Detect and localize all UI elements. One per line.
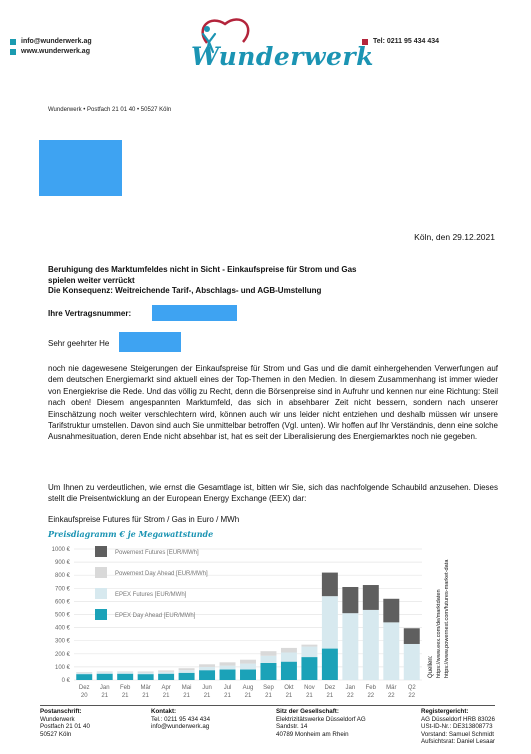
bar-segment (220, 670, 236, 680)
sender-line: Wunderwerk • Postfach 21 01 40 • 50527 Köln (48, 107, 172, 113)
bar-segment (404, 628, 420, 644)
x-tick-label: 21 (285, 693, 293, 699)
chart-y-ticks (52, 547, 71, 684)
footer-divider (40, 705, 495, 706)
footer-seat-line: 40789 Monheim am Rhein (276, 730, 349, 738)
footer-register-line: Aufsichtsrat: Daniel Lesaar (421, 738, 495, 746)
y-tick-label: 1000 € (51, 547, 70, 553)
footer-postal-line: Wunderwerk (40, 715, 75, 723)
bar-segment (322, 573, 338, 597)
bar-segment (76, 672, 92, 673)
footer-col-seat (276, 708, 366, 738)
bar-segment (117, 671, 133, 672)
bar-segment (117, 672, 133, 674)
x-tick-label: Apr (161, 685, 171, 691)
chart-x-ticks (79, 685, 417, 699)
x-tick-label: Jan (345, 685, 356, 691)
x-tick-label: Mai (181, 685, 192, 691)
legend-label: Powernext Day Ahead [EUR/MWh] (115, 571, 208, 577)
footer-register-line: AG Düsseldorf HRB 83026 (421, 715, 495, 723)
x-tick-label: Jul (223, 685, 232, 691)
bar-segment (260, 663, 276, 680)
email-bullet (10, 39, 16, 45)
x-tick-label: 21 (142, 693, 149, 699)
bar-segment (138, 674, 154, 680)
bar-segment (97, 672, 113, 674)
chart-bars (76, 573, 419, 680)
x-tick-label: 20 (80, 693, 88, 699)
footer-seat-line: Elektrizitätswerke Düsseldorf AG (276, 715, 366, 723)
bar-segment (158, 674, 174, 680)
price-chart (40, 540, 455, 700)
bar-segment (220, 666, 236, 670)
bar-segment (138, 671, 154, 672)
legend-label: Powernext Futures [EUR/MWh] (115, 550, 199, 556)
bar-segment (260, 656, 276, 663)
x-tick-label: Sep (263, 685, 274, 691)
y-tick-label: 300 € (54, 638, 70, 645)
x-tick-label: Feb (365, 685, 376, 691)
x-tick-label: Dez (78, 685, 90, 691)
header-email-text: info@wunderwerk.ag (21, 38, 92, 45)
bar-segment (383, 622, 399, 680)
footer-contact-email[interactable]: info@wunderwerk.ag (151, 723, 210, 731)
bar-segment (342, 613, 358, 680)
bar-segment (342, 587, 358, 613)
bar-segment (383, 599, 399, 623)
website-bullet (10, 49, 16, 55)
body-paragraph-1: noch nie dagewesene Steigerungen der Einkaufspreise für Strom und Gas und die damit einhergehenden Verwerfungen auf dem deutschen Energiemarkt sind aktuell eines der Top-Themen in den Medien. In diesem Zusammenhang ist immer wieder von Energiekrise die Rede. Und das völlig zu Recht, denn die Börsenpreise sind in Aufruhr und kennen nur eine Richtung: Steil nach oben! Diesem angespannten Marktumfeld, das sich in absehbarer Zeit nicht bessern, sondern nach unserer Einschätzung noch weiter verschlechtern wird, können auch wir uns leider nicht entziehen und deshalb müssen wir unsere Tarifstruktur umstellen. Davon sind auch Sie unmittelbar betroffen (Vgl. unten). Wir hoffen auf Ihr Verständnis, denn eine solche Ausnahmesituation, deren Ende nicht absehbar ist, hat es seit der Liberalisierung des Energiemarktes noch nie gegeben. (48, 364, 498, 442)
y-tick-label: 500 € (54, 612, 70, 619)
bar-segment (260, 651, 276, 656)
footer-col-postal (40, 708, 90, 738)
bar-segment (76, 673, 92, 674)
x-tick-label: Q2 (407, 685, 416, 691)
bar-segment (363, 585, 379, 610)
chart-legend (95, 546, 208, 620)
bar-segment (158, 672, 174, 674)
bar-segment (240, 660, 256, 664)
bar-segment (158, 670, 174, 671)
legend-swatch (95, 567, 107, 578)
bar-segment (199, 670, 215, 680)
footer-col-contact (151, 708, 210, 731)
header-website[interactable] (10, 48, 90, 55)
footer-col-register (421, 708, 495, 746)
bar-segment (97, 674, 113, 680)
y-tick-label: 0 € (61, 678, 70, 684)
logo-text: Wunderwerk (191, 42, 374, 71)
x-tick-label: 21 (244, 693, 252, 699)
y-tick-label: 800 € (54, 573, 70, 580)
bar-segment (220, 662, 236, 665)
bar-segment (199, 667, 215, 670)
y-tick-label: 400 € (54, 625, 70, 632)
x-tick-label: 21 (306, 693, 313, 699)
bar-segment (301, 645, 317, 647)
x-tick-label: 22 (408, 693, 416, 699)
bar-segment (322, 649, 338, 680)
header-website-text: www.wunderwerk.ag (21, 48, 90, 55)
bar-segment (76, 674, 92, 680)
footer-postal-line: 50527 Köln (40, 730, 72, 738)
footer-register-line: USt-ID-Nr.: DE313808773 (421, 723, 493, 731)
x-tick-label: Mär (386, 685, 397, 691)
subject-block (48, 265, 488, 297)
footer-contact-title: Kontakt: (151, 708, 177, 715)
recipient-address-redaction (39, 140, 122, 196)
x-tick-label: 22 (347, 693, 354, 699)
salutation: Sehr geehrter He (48, 339, 110, 348)
source-label: Quellen: (428, 655, 434, 678)
bar-segment (322, 596, 338, 648)
header-email[interactable] (10, 38, 92, 45)
y-tick-label: 900 € (54, 560, 70, 567)
footer-seat-title: Sitz der Gesellschaft: (276, 708, 339, 715)
source-url-eex: https://www.eex.com/de/marktdaten (436, 589, 442, 678)
body-paragraph-2: Um Ihnen zu verdeutlichen, wie ernst die Gesamtlage ist, bitten wir Sie, sich das nachfolgende Schaubild anzusehen. Dieses stellt die Preisentwicklung an der European Energy Exchange (EEX) dar: (48, 483, 498, 504)
bar-segment (199, 664, 215, 667)
bar-segment (179, 668, 195, 670)
bar-segment (301, 647, 317, 657)
bar-segment (138, 673, 154, 675)
letter-date: Köln, den 29.12.2021 (414, 232, 495, 242)
bar-segment (179, 670, 195, 673)
bar-segment (363, 610, 379, 680)
legend-label: EPEX Day Ahead [EUR/MWh] (115, 613, 196, 619)
x-tick-label: Okt (284, 685, 294, 691)
source-url-powernext: https://www.powernext.com/futures-market-data (444, 559, 450, 678)
bar-segment (117, 674, 133, 680)
x-tick-label: 21 (183, 693, 190, 699)
bar-segment (240, 664, 256, 670)
subject-line-2: spielen weiter verrückt (48, 275, 135, 285)
x-tick-label: Jun (202, 685, 212, 691)
contract-number-redaction (152, 305, 237, 321)
footer-seat-line: Sandstr. 14 (276, 723, 308, 731)
header-phone-text: Tel: 0211 95 434 434 (373, 38, 440, 45)
footer-postal-title: Postanschrift: (40, 708, 82, 715)
legend-label: EPEX Futures [EUR/MWh] (115, 592, 187, 598)
bar-segment (404, 644, 420, 680)
footer-register-line: Vorstand: Samuel Schmidt (421, 730, 494, 738)
x-tick-label: 22 (367, 693, 375, 699)
legend-swatch (95, 609, 107, 620)
x-tick-label: 21 (326, 693, 334, 699)
y-tick-label: 200 € (54, 651, 70, 658)
x-tick-label: 21 (203, 693, 211, 699)
chart-sources (424, 540, 460, 680)
subject-line-1: Beruhigung des Marktumfeldes nicht in Sicht - Einkaufspreise für Strom und Gas (48, 265, 357, 274)
x-tick-label: Dez (324, 685, 336, 691)
bar-segment (97, 671, 113, 672)
x-tick-label: 21 (121, 693, 129, 699)
y-tick-label: 600 € (54, 599, 70, 606)
company-logo (185, 8, 374, 71)
bar-segment (301, 657, 317, 680)
x-tick-label: Mär (140, 685, 151, 691)
x-tick-label: 21 (224, 693, 231, 699)
footer-postal-line: Postfach 21 01 40 (40, 723, 90, 731)
contract-number-label: Ihre Vertragsnummer: (48, 309, 132, 318)
legend-swatch (95, 588, 107, 599)
x-tick-label: 21 (162, 693, 170, 699)
bar-segment (179, 673, 195, 680)
x-tick-label: 21 (101, 693, 109, 699)
x-tick-label: Jan (99, 685, 110, 691)
subject-line-3: Die Konsequenz: Weitreichende Tarif-, Abschlags- und AGB-Umstellung (48, 286, 322, 295)
chart-title: Preisdiagramm € je Megawattstunde (48, 529, 214, 539)
x-tick-label: 22 (387, 693, 395, 699)
footer-register-title: Registergericht: (421, 708, 469, 715)
legend-swatch (95, 546, 107, 557)
x-tick-label: Feb (120, 685, 131, 691)
x-tick-label: Aug (242, 685, 254, 691)
bar-segment (281, 662, 297, 680)
y-tick-label: 100 € (54, 664, 70, 671)
bar-segment (281, 652, 297, 661)
bar-segment (240, 670, 256, 680)
bar-segment (281, 648, 297, 653)
salutation-name-redaction (119, 332, 181, 352)
x-tick-label: 21 (265, 693, 272, 699)
chart-subtitle: Einkaufspreise Futures für Strom / Gas in Euro / MWh (48, 515, 240, 524)
footer-contact-phone[interactable]: Tel.: 0211 95 434 434 (151, 715, 211, 723)
x-tick-label: Nov (304, 685, 315, 691)
y-tick-label: 700 € (54, 586, 70, 593)
